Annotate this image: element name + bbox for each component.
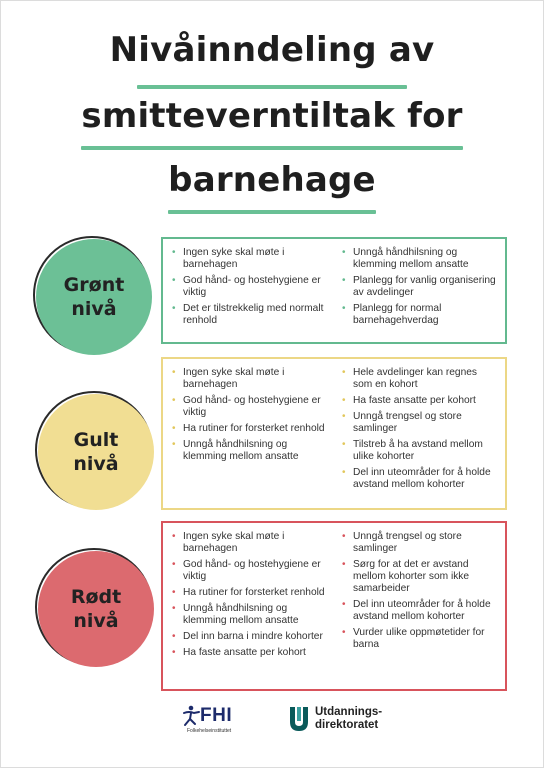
- list-item: • Sørg for at det er avstand mellom kohorter som ikke samarbeider: [342, 559, 470, 594]
- list-item: • Del inn uteområder for å holde avstand mellom kohorter: [342, 467, 491, 490]
- title-line-2: smitteverntiltak for: [81, 96, 463, 136]
- list-item: • Ha rutiner for forsterket renhold: [172, 423, 325, 434]
- list-item: • Unngå håndhilsning og klemming mellom ansatte: [342, 247, 469, 270]
- red-level-label-2: nivå: [73, 610, 119, 632]
- yellow-level-label-1: Gult: [73, 429, 119, 451]
- list-item: • Ingen syke skal møte i barnehagen: [172, 247, 285, 270]
- list-item: • Planlegg for vanlig organisering av avdelinger: [342, 275, 496, 298]
- fhi-subtitle: Folkehelseinstituttet: [187, 728, 232, 734]
- list-item: • Ha rutiner for forsterket renhold: [172, 587, 325, 598]
- list-item: • God hånd- og hostehygiene er viktig: [172, 395, 321, 418]
- green-level-box: [161, 237, 507, 344]
- title-line-3: barnehage: [168, 160, 376, 200]
- yellow-level-label-2: nivå: [73, 453, 119, 475]
- udir-wordmark-line-2: direktoratet: [315, 719, 379, 731]
- green-level-label-1: Grønt: [63, 274, 125, 296]
- title-line-1: Nivåinndeling av: [109, 30, 435, 70]
- green-right-list: [335, 247, 499, 342]
- list-item: • Del inn barna i mindre kohorter: [172, 631, 323, 642]
- red-left-list: [171, 531, 335, 689]
- fhi-wordmark: FHI: [200, 705, 233, 726]
- title-underline-2: [81, 146, 463, 150]
- red-level-box: [161, 521, 507, 691]
- green-badge-fill: [36, 239, 152, 355]
- list-item: • Ingen syke skal møte i barnehagen: [172, 531, 285, 554]
- yellow-badge-fill: [38, 394, 154, 510]
- fhi-logo: [182, 705, 244, 735]
- udir-wordmark-line-1: Utdannings-: [315, 706, 383, 718]
- yellow-level-box: [161, 357, 507, 510]
- list-item: • Ha faste ansatte per kohort: [342, 395, 476, 406]
- list-item: • Del inn uteområder for å holde avstand mellom kohorter: [342, 599, 491, 622]
- green-left-list: [171, 247, 335, 342]
- fhi-figure-icon: [182, 705, 202, 727]
- udir-u-icon: [288, 705, 310, 733]
- yellow-right-list: [335, 367, 499, 508]
- list-item: • Vurder ulike oppmøtetider for barna: [342, 627, 485, 650]
- list-item: • God hånd- og hostehygiene er viktig: [172, 559, 321, 582]
- title-underline-1: [137, 85, 407, 89]
- red-level-label-1: Rødt: [70, 586, 122, 608]
- list-item: • Ingen syke skal møte i barnehagen: [172, 367, 285, 390]
- udir-logo: [288, 705, 398, 735]
- list-item: • Unngå trengsel og store samlinger: [342, 531, 462, 554]
- yellow-left-list: [171, 367, 335, 508]
- list-item: • Det er tilstrekkelig med normalt renhold: [172, 303, 324, 326]
- list-item: • Unngå trengsel og store samlinger: [342, 411, 462, 434]
- list-item: • God hånd- og hostehygiene er viktig: [172, 275, 321, 298]
- list-item: • Unngå håndhilsning og klemming mellom ansatte: [172, 603, 299, 626]
- red-badge-fill: [38, 551, 154, 667]
- red-level-badge: [35, 548, 155, 668]
- yellow-level-badge: [35, 391, 155, 511]
- red-right-list: [335, 531, 499, 689]
- list-item: • Planlegg for normal barnehagehverdag: [342, 303, 442, 326]
- green-level-label-2: nivå: [71, 298, 117, 320]
- title-underline-3: [168, 210, 376, 214]
- list-item: • Hele avdelinger kan regnes som en kohort: [342, 367, 478, 390]
- udir-wordmark: [315, 706, 382, 732]
- list-item: • Tilstreb å ha avstand mellom ulike kohorter: [342, 439, 483, 462]
- green-level-badge: [33, 236, 153, 356]
- list-item: • Unngå håndhilsning og klemming mellom ansatte: [172, 439, 299, 462]
- list-item: • Ha faste ansatte per kohort: [172, 647, 306, 658]
